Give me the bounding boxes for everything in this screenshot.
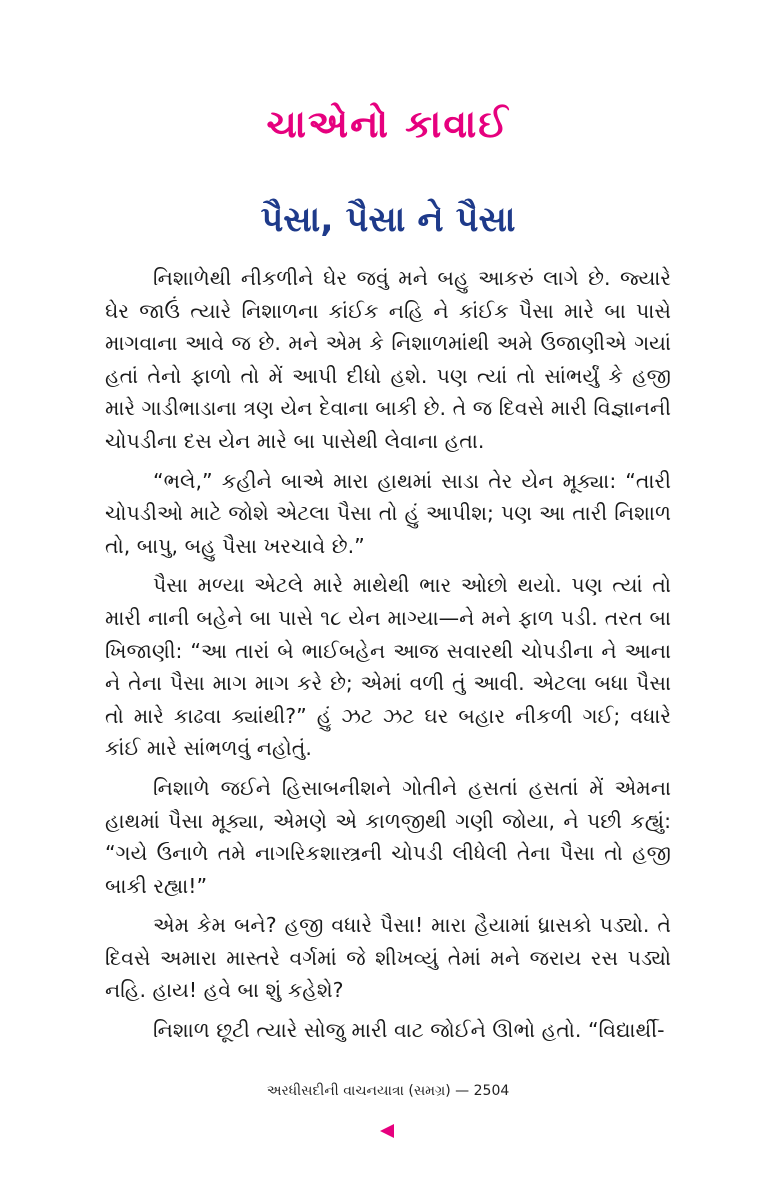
page-footer: અરધીસદીની વાચનયાત્રા (સમગ્ર) — 2504 [266,1083,510,1099]
previous-page-arrow-icon[interactable] [380,1124,394,1138]
paragraph-5: એમ કેમ બને? હજી વધારે પૈસા! મારા હૈયામાં ધ્રાસકો પડ્યો. તે દિવસે અમારા માસ્તરે વર્ગમાં જે શીખવ્યું તેમાં મને જરાય રસ પડ્યો નહિ. હાય! હવે બા શું કહેશે? [105,913,671,1003]
paragraph-3: પૈસા મળ્યા એટલે મારે માથેથી ભાર ઓછો થયો. પણ ત્યાં તો મારી નાની બહેને બા પાસે ૧૮ યેન માગ્યા—ને મને ફાળ પડી. તરત બા ખિજાણી: “આ તારાં બે ભાઈબહેન આજ સવારથી ચોપડીના ને આના ને તેના પૈસા માગ માગ કરે છે; એમાં વળી તું આવી. એટલા બધા પૈસા તો મારે કાઢવા ક્યાંથી?” હું ઝટ ઝટ ઘર બહાર નીકળી ગઈ; વધારે કાંઈ મારે સાંભળવું નહોતું. [105,573,671,761]
paragraph-4: નિશાળે જઈને હિસાબનીશને ગોતીને હસતાં હસતાં મેં એમના હાથમાં પૈસા મૂક્યા, એમણે એ કાળજીથી ગણી જોયા, ને પછી કહ્યું: “ગયે ઉનાળે તમે નાગરિકશાસ્ત્રની ચોપડી લીધેલી તેના પૈસા તો હજી બાકી રહ્યા!” [105,775,671,898]
paragraph-6: નિશાળ છૂટી ત્યારે સોજુ મારી વાટ જોઈને ઊભો હતો. “વિદ્યાર્થી- [153,1018,665,1043]
body-text [105,262,671,1054]
book-title: ચાએનો કાવાઈ [266,102,510,146]
chapter-title: પૈસા, પૈસા ને પૈસા [260,200,516,240]
paragraph-1: નિશાળેથી નીકળીને ઘેર જવું મને બહુ આકરું લાગે છે. જ્યારે ઘેર જાઉં ત્યારે નિશાળના કાંઈક નહિ ને કાંઈક પૈસા મારે બા પાસે માગવાના આવે જ છે. મને એમ કે નિશાળમાંથી અમે ઉજાણીએ ગયાં હતાં તેનો ફાળો તો મેં આપી દીધો હશે. પણ ત્યાં તો સાંભર્યું કે હજી મારે ગાડીભાડાના ત્રણ યેન દેવાના બાકી છે. તે જ દિવસે મારી વિજ્ઞાનની ચોપડીના દસ યેન મારે બા પાસેથી લેવાના હતા. [105,266,671,453]
paragraph-2: “ભલે,” કહીને બાએ મારા હાથમાં સાડા તેર યેન મૂક્યા: “તારી ચોપડીઓ માટે જોશે એટલા પૈસા તો હું આપીશ; પણ આ તારી નિશાળ તો, બાપુ, બહુ પૈસા ખરચાવે છે.” [105,468,671,558]
